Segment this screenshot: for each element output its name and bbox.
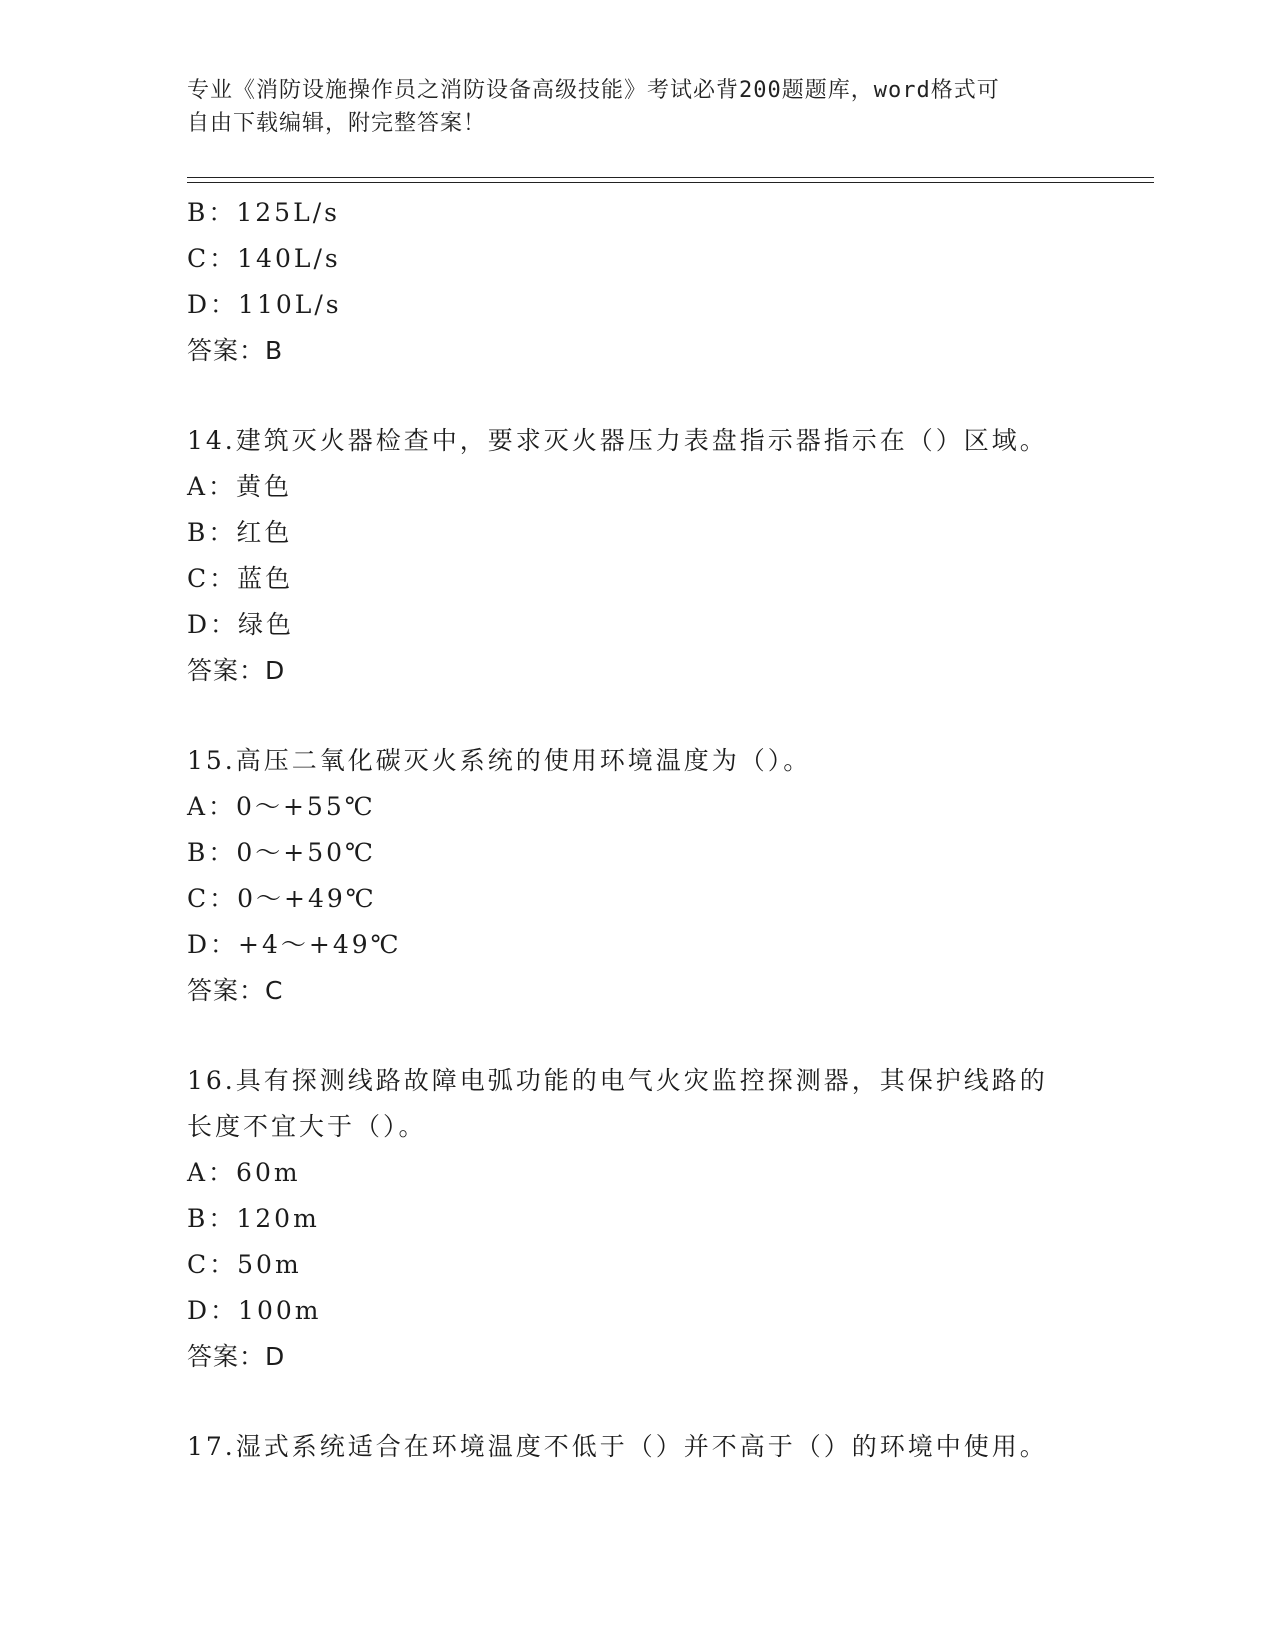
question-16 [187, 1058, 1147, 1380]
question-stem: 15.高压二氧化碳灭火系统的使用环境温度为（）。 [187, 746, 812, 775]
answer: 答案：B [187, 336, 284, 365]
option-c: C：140L/s [187, 244, 341, 273]
document-header [187, 74, 1087, 140]
question-13-tail [187, 190, 1147, 374]
question-stem: 17.湿式系统适合在环境温度不低于（）并不高于（）的环境中使用。 [187, 1432, 1048, 1461]
option-b: B：125L/s [187, 198, 340, 227]
answer: 答案：D [187, 1342, 286, 1371]
question-15 [187, 738, 1147, 1014]
option-d: D：110L/s [187, 290, 342, 319]
option-b: B：0～+50℃ [187, 838, 377, 867]
option-c: C：0～+49℃ [187, 884, 377, 913]
option-c: C：蓝色 [187, 564, 294, 593]
header-line-2: 自由下载编辑，附完整答案！ [187, 111, 487, 136]
question-17 [187, 1424, 1147, 1470]
header-rule-top [187, 177, 1154, 178]
header-line-1: 专业《消防设施操作员之消防设备高级技能》考试必背200题题库，word格式可 [187, 78, 1000, 103]
option-a: A：60m [187, 1158, 301, 1187]
option-c: C：50m [187, 1250, 302, 1279]
header-rule-bottom [187, 182, 1154, 183]
option-d: D：+4～+49℃ [187, 930, 402, 959]
answer: 答案：C [187, 976, 284, 1005]
option-a: A：0～+55℃ [187, 792, 376, 821]
question-stem: 14.建筑灭火器检查中，要求灭火器压力表盘指示器指示在（）区域。 [187, 426, 1048, 455]
option-b: B：120m [187, 1204, 320, 1233]
question-stem-line-1: 16.具有探测线路故障电弧功能的电气火灾监控探测器，其保护线路的 [187, 1066, 1048, 1095]
option-d: D：绿色 [187, 610, 295, 639]
answer: 答案：D [187, 656, 286, 685]
option-d: D：100m [187, 1296, 322, 1325]
option-a: A：黄色 [187, 472, 293, 501]
question-14 [187, 418, 1147, 694]
option-b: B：红色 [187, 518, 293, 547]
question-stem-line-2: 长度不宜大于（）。 [187, 1112, 427, 1141]
question-list [187, 190, 1147, 1470]
